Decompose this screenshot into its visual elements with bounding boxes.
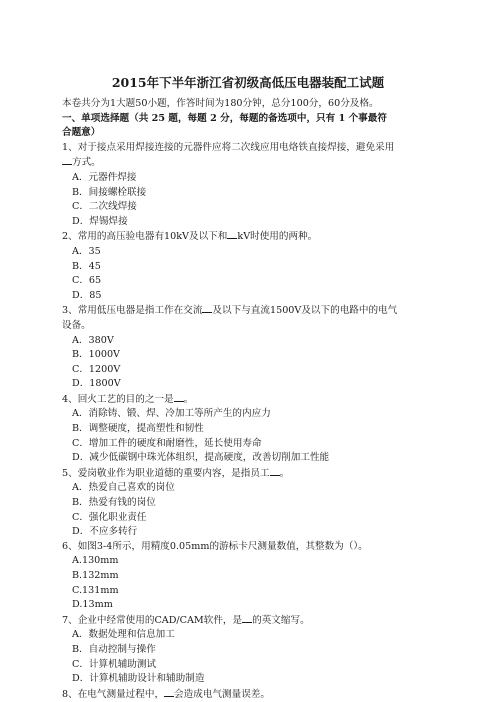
option-a: A.130mm bbox=[72, 555, 119, 567]
option-c: C.131mm bbox=[72, 584, 119, 596]
option-d: D.13mm bbox=[72, 599, 113, 611]
question-3-stem-cont: 设备。 bbox=[62, 319, 91, 331]
question-3-stem-text: 3、常用低压电器是指工作在交流 bbox=[62, 305, 203, 317]
question-2-stem-text-2: kV时使用的两种。 bbox=[237, 231, 318, 243]
question-6 bbox=[62, 540, 434, 613]
option-a: A．380V bbox=[72, 334, 114, 346]
document-page bbox=[62, 74, 434, 702]
option-c: C．1200V bbox=[72, 363, 121, 375]
option-a: A．35 bbox=[72, 245, 101, 257]
option-a: A．消除铸、锻、焊、冷加工等所产生的内应力 bbox=[72, 408, 271, 420]
option-b: B.132mm bbox=[72, 570, 119, 581]
section-header: 一、单项选择题（共 25 题，每题 2 分，每题的备选项中，只有 1 个事最符 bbox=[62, 112, 387, 124]
answer-blank bbox=[270, 466, 280, 476]
option-d: D．1800V bbox=[72, 378, 121, 390]
option-b: B．间接螺栓联接 bbox=[72, 186, 147, 198]
question-8-stem-text-2: 会造成电气测量误差。 bbox=[174, 688, 270, 700]
question-2-stem bbox=[62, 229, 434, 245]
question-7 bbox=[62, 613, 434, 687]
option-d: D．计算机辅助设计和辅助制造 bbox=[72, 673, 205, 685]
question-3 bbox=[62, 303, 434, 392]
answer-blank bbox=[227, 229, 237, 239]
question-1 bbox=[62, 141, 434, 230]
option-c: C．二次线焊接 bbox=[72, 201, 137, 213]
option-b: B．热爱有钱的岗位 bbox=[72, 497, 156, 509]
answer-blank bbox=[242, 613, 252, 623]
document-title: 2015年下半年浙江省初级高低压电器装配工试题 bbox=[111, 75, 385, 90]
question-5-stem bbox=[62, 466, 434, 482]
question-7-stem-text-2: 的英文缩写。 bbox=[252, 614, 310, 626]
question-1-stem: 1、对于接点采用焊接连接的元器件应将二次线应用电烙铁直接焊接，避免采用 bbox=[62, 141, 395, 153]
question-1-stem-cont bbox=[62, 155, 434, 171]
question-8-stem bbox=[62, 687, 434, 702]
answer-blank bbox=[202, 303, 212, 313]
question-7-stem-text: 7、企业中经常使用的CAD/CAM软件，是 bbox=[62, 614, 243, 626]
option-c: C．增加工件的硬度和耐磨性，延长使用寿命 bbox=[72, 437, 262, 449]
option-b: B．调整硬度，提高塑性和韧性 bbox=[72, 423, 204, 435]
question-1-stem-text: 方式。 bbox=[72, 157, 101, 169]
question-5-stem-text: 5、爱岗敬业作为职业道德的重要内容，是指员工 bbox=[62, 467, 270, 479]
answer-blank bbox=[62, 155, 72, 165]
question-4-stem-text-2: 。 bbox=[183, 393, 194, 405]
question-8-stem-text: 8、在电气测量过程中， bbox=[62, 688, 165, 700]
option-b: B．自动控制与操作 bbox=[72, 643, 156, 655]
question-4-stem-text: 4、回火工艺的目的之一是 bbox=[62, 393, 174, 405]
question-4-stem bbox=[62, 392, 434, 408]
option-d: D．85 bbox=[72, 289, 102, 301]
answer-blank bbox=[164, 687, 174, 697]
option-d: D．不应多转行 bbox=[72, 526, 138, 538]
option-c: C．计算机辅助测试 bbox=[72, 658, 157, 670]
question-7-stem bbox=[62, 613, 434, 629]
question-5 bbox=[62, 466, 434, 540]
option-a: A．热爱自己喜欢的岗位 bbox=[72, 482, 175, 494]
section-header-cont: 合题意） bbox=[62, 127, 101, 139]
question-8 bbox=[62, 687, 434, 702]
question-4 bbox=[62, 392, 434, 466]
option-a: A．数据处理和信息加工 bbox=[72, 629, 175, 641]
option-b: B．1000V bbox=[72, 349, 120, 361]
question-3-stem-text-2: 及以下与直流1500V及以下的电路中的电气 bbox=[212, 305, 398, 317]
question-6-stem: 6、如图3-4所示，用精度0.05mm的游标卡尺测量数值，其整数为（）。 bbox=[62, 540, 368, 552]
question-5-stem-text-2: 。 bbox=[279, 467, 290, 479]
option-d: D．焊锡焊接 bbox=[72, 215, 128, 227]
option-d: D．减少低碳钢中珠光体组织，提高硬度，改善切削加工性能 bbox=[72, 452, 330, 464]
question-3-stem bbox=[62, 303, 434, 319]
option-b: B．45 bbox=[72, 260, 101, 272]
exam-intro: 本卷共分为1大题50小题，作答时间为180分钟，总分100分，60分及格。 bbox=[62, 98, 379, 109]
option-a: A．元器件焊接 bbox=[72, 171, 137, 183]
option-c: C．强化职业责任 bbox=[72, 511, 147, 523]
question-2 bbox=[62, 229, 434, 303]
answer-blank bbox=[174, 392, 184, 402]
option-c: C．65 bbox=[72, 275, 102, 287]
question-2-stem-text: 2、常用的高压验电器有10kV及以下和 bbox=[62, 231, 228, 243]
